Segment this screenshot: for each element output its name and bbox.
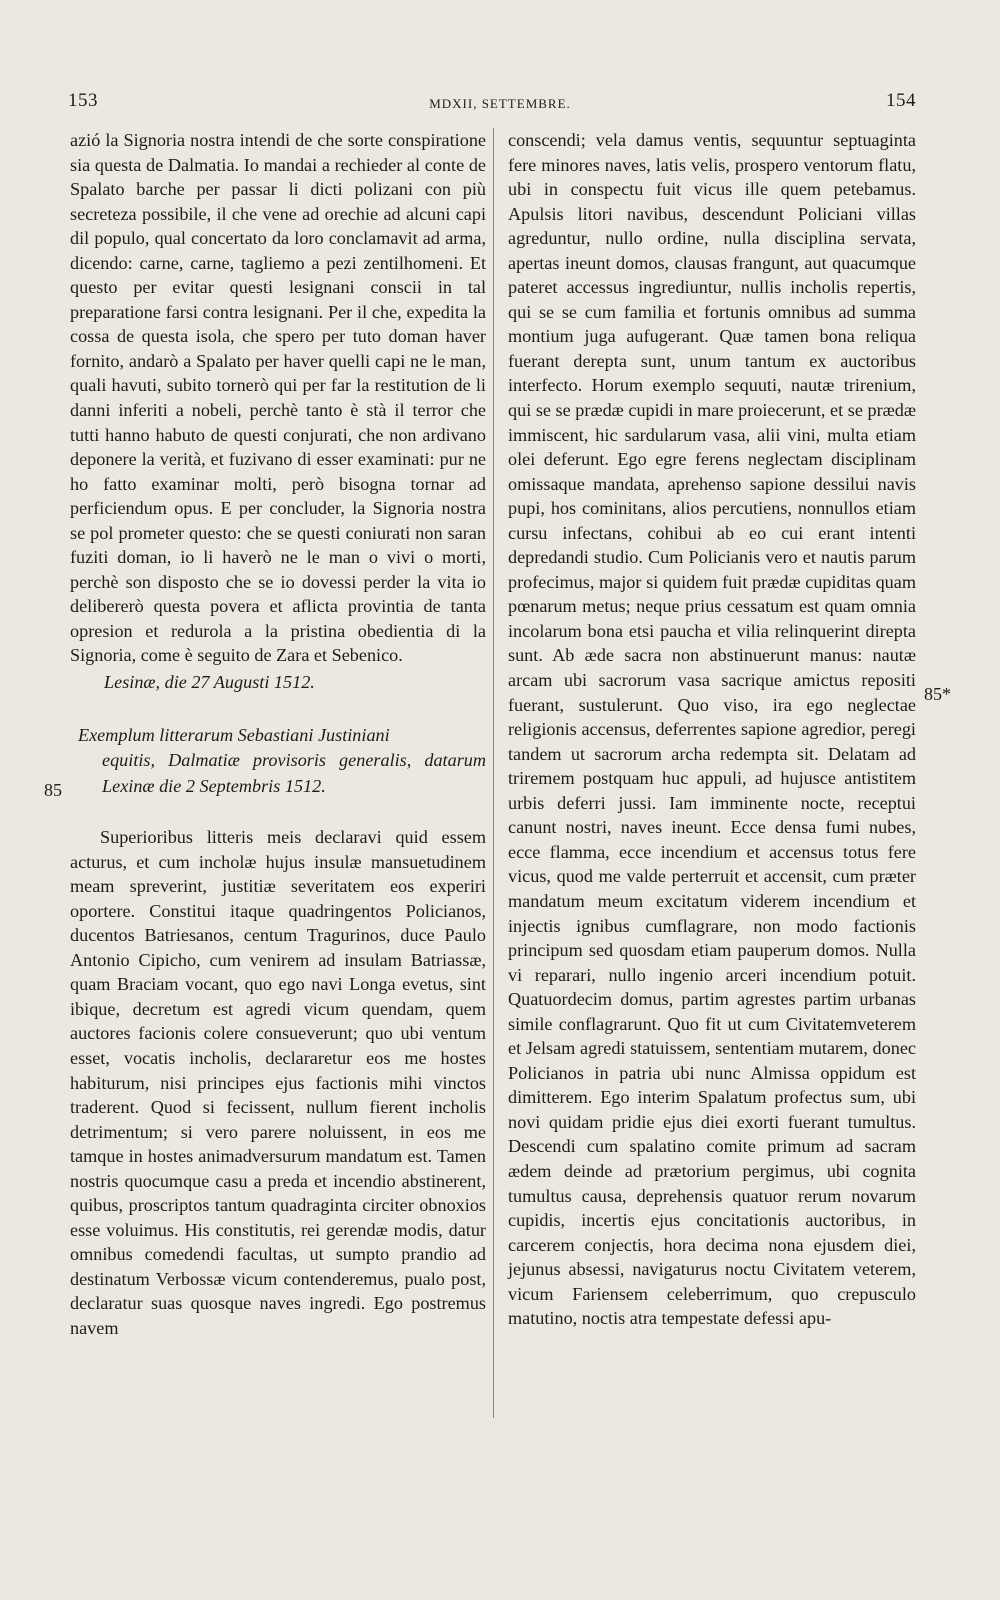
page-number-right: 154 xyxy=(886,90,916,111)
dateline: Lesinæ, die 27 Augusti 1512. xyxy=(104,672,315,693)
letter-heading-line2: equitis, Dalmatiæ provisoris generalis, datarum Lexinæ die 2 Septembris 1512. xyxy=(102,750,486,796)
letter-heading-line1: Exemplum litterarum Sebastiani Justiniani xyxy=(78,724,390,745)
left-paragraph-1: azió la Signoria nostra intendi de che sorte conspiratione sia questa de Dalmatia. Io mandai a rechieder al conte de Spalato barche per passar li dicti polizani con più secreteza possibile, il che vene ad orechie ad alcuni capi dil populo, qual concertato da loro conclamavit ad arma, dicendo: carne, carne, tagliemo a pezi zentilhomeni. Et questo per evitar questi lesignani conscii in tal preparatione farsi contra lesignani. Per il che, expedita la cossa de questa isola, che spero per tuto doman haver fornito, andarò a Spalato per haver quelli capi ne le man, quali havuti, subito tornerò qui per far la restitution de li danni inferiti a nobeli, perchè tanto è stà il terror che tutti hanno habuto de questi conjurati, che non ardivano deponere la verità, et fuzivano di esser examinati: pur ne ho fatto examinar molti, però bisogna tornar ad perficiendum opus. E per concluder, la Signoria nostra se pol prometer questo: che se questi coniurati non saran fuziti doman, io li haverò ne le man o vivi o morti, perchè son disposto che se io dovessi perder la vita io delibererò questa povera et aflicta provintia de tanta opresion et redurola a la pristina obedientia di la Signoria, come è seguito de Zara et Sebenico. xyxy=(70,130,486,666)
right-paragraph-1: conscendi; vela damus ventis, sequuntur septuaginta fere minores naves, latis velis, prospero ventorum flatu, ubi in conspectu fuit vicus ille quem petebamus. Apulsis litori navibus, descendunt Policiani villas agreduntur, nullo ordine, nulla disciplina servata, apertas ineunt domos, clausas frangunt, aut quacumque pateret accessus ingrediuntur, nullis incholis repertis, qui se se cum familia et fortunis omnibus ad summa montium juga aufugerant. Quæ tamen bona reliqua fuerant derepta sunt, unum tantum ex auctoribus interfecto. Horum exemplo sequuti, nautæ trirenium, qui se se prædæ cupidi in mare proiecerunt, et se prædæ immiscent, hic sardularum vasa, alii vini, multa etiam olei deferunt. Ego egre ferens neglectam disciplinam omissaque mandata, aprehenso sapione dessilui navis pupi, hos cominitans, alios percutiens, nonnullos etiam cursu infectans, cohibui ab eo cui erant intenti depredandi studio. Cum Policianis vero et nautis parum profecimus, major si quidem fuit prædæ cupiditas quam pœnarum metus; neque prius cessatum est quam omnia incolarum bona etsi paucha et vilia relinquerint direpta sunt. Ab æde sacra non abstinuerunt manus: nautæ arcam ubi sacrorum vasa sacrique amictus repositi fuerant, sustulerunt. Quo viso, ira ego neglectae religionis accensus, deferrentes sapione agredior, peregi tandem ut sacrorum archa redempta sit. Delatam ad triremem postquam huc appuli, ad hujusce antistitem urbis deferri jussi. Iam imminente nocte, receptui canunt nostri, naves ineunt. Ecce densa fumi nubes, ecce flamma, ecce incendium et accensus totus fere vicus, quod me valde perterruit et accensit, cum præter mandatum meum excitatum viderem incendium et injectis ignibus cumflagrare, non modo factionis principum sed quosdam etiam pauperum domos. Nulla vi reparari, nullo ingenio arceri incendium potuit. Quatuordecim domus, partim agrestes partim urbanas simile conflagrarunt. Quo fit ut cum Civitatemveterem et Jelsam agredi statuissem, sententiam mutarem, donec Policianos in patria ubi nunc Almissa oppidum est dimitterem. Ego interim Spalatum profectus sum, ubi novi quidam pridie ejus diei exorti fuerant tumultus. Descendi cum spalatino comite primum ad sacram ædem deinde ad prætorium pergimus, ubi cognita tumultus causa, deprehensis quatuor rerum novarum cupidis, incertis ejus concitationis auctoribus, in carcerem conjectis, hora decima nona ejusdem diei, jejunus absessi, navigaturus noctu Civitatem veterem, vicum Fariensem celeberrimum, quo crepusculo matutino, noctis atra tempestate defessi apu- xyxy=(508,130,916,1329)
page-number-left: 153 xyxy=(68,90,98,111)
left-column xyxy=(70,128,486,1341)
left-paragraph-2: Superioribus litteris meis declaravi quid essem acturus, et cum incholæ hujus insulæ mansuetudinem meam spreverint, justitiæ severitatem eos experiri oportere. Constitui itaque quadringentos Policianos, ducentos Batriesanos, centum Tragurinos, duce Paulo Antonio Cipicho, cum venirem ad insulam Batriassæ, quam Braciam vocant, quo ego navi Longa evetus, sint ibique, decretum est agredi vicum quendam, quem auctores facionis colere consueverunt; quo ubi ventum esset, vocatis incholis, declararetur eos me hostes habiturum, nisi principes ejus factionis mihi vinctos traderent. Quod si fecissent, nullum fierent incholis detrimentum; si vero parere noluissent, in eos me tamque in hostes animadversurum mandatum est. Tamen nostris quocumque casu a preda et incendio abstinerent, quibus, proscriptos tantum quadraginta circiter obnoxios esse voluimus. His constitutis, rei gerendæ modis, datur omnibus comedendi facultas, ut sumpto prandio ad destinatum Verbossæ vicum contenderemus, pualo post, declaratur suas quosque naves ingredi. Ego postremus navem xyxy=(70,827,486,1339)
letter-heading xyxy=(70,723,486,800)
column-divider xyxy=(493,128,494,1418)
running-header: MDXII, SETTEMBRE. xyxy=(429,96,571,111)
right-column xyxy=(508,128,916,1331)
margin-number-right: 85* xyxy=(924,684,951,704)
margin-number-left: 85 xyxy=(44,780,62,800)
